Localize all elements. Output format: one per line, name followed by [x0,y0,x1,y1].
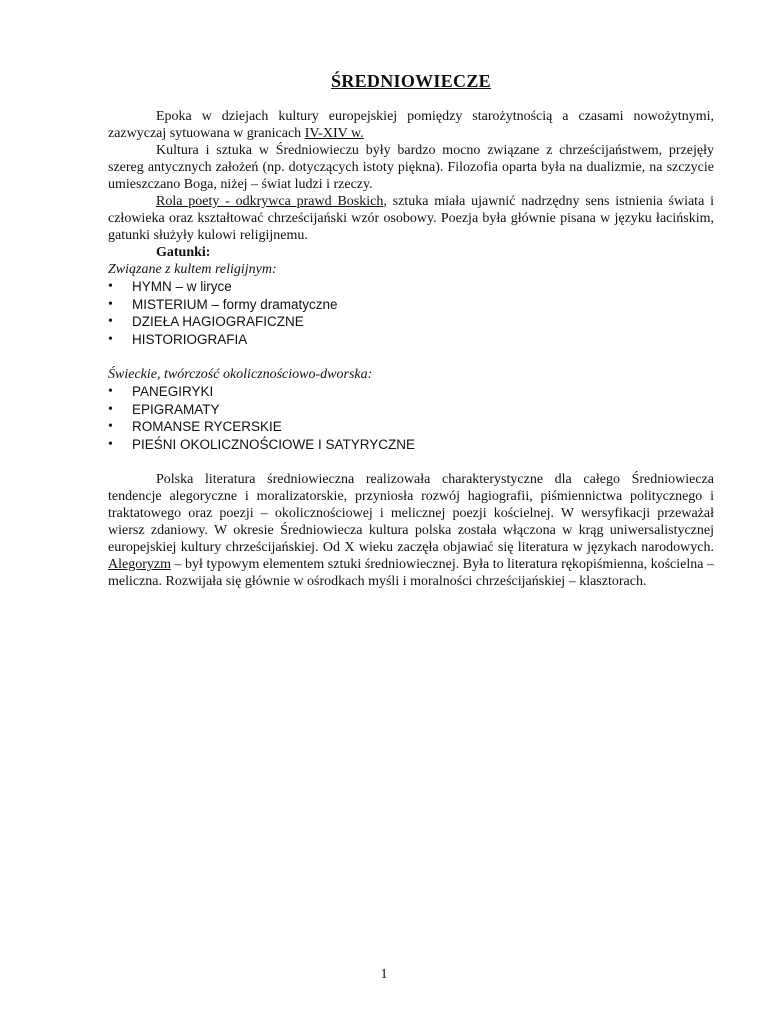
page-number: 1 [380,967,388,982]
poet-role-text: , sztuka miała ujawnić nadrzędny sens istnienia świata i człowieka oraz kształtować chrześcijański wzór osobowy. Poezja była głównie pisana w języku łacińskim, gatunki służyły kulowi religijnemu. [108,194,714,243]
list-item: • DZIEŁA HAGIOGRAFICZNE [108,313,714,331]
list-item: • EPIGRAMATY [108,401,714,419]
poet-role-heading: Rola poety - odkrywca prawd Boskich [156,194,384,209]
list-item: • HISTORIOGRAFIA [108,331,714,349]
religious-genres-list [108,278,714,349]
intro-text: Epoka w dziejach kultury europejskiej pomiędzy starożytnością a czasami nowożytnymi, zazwyczaj sytuowana w granicach [108,109,714,141]
allegorism-term: Alegoryzm [108,556,171,572]
page-content [108,70,714,590]
poet-role-paragraph [108,193,714,244]
list-item: • HYMN – w liryce [108,278,714,296]
summary-paragraph [108,471,714,590]
culture-paragraph: Kultura i sztuka w Średniowieczu były bardzo mocno związane z chrześcijaństwem, przejęły szereg antycznych założeń (np. dotyczących istoty piękna). Filozofia oparta była na dualizmie, na szczycie umieszczano Boga, niżej – świat ludzi i rzeczy. [108,143,714,192]
genres-heading: Gatunki: [156,245,211,260]
intro-paragraph [108,108,714,142]
religious-genres-label: Związane z kultem religijnym: [108,262,277,277]
summary-text-before: Polska literatura średniowieczna realizowała charakterystyczne dla całego Średniowiecza tendencje alegoryczne i moralizatorskie, przyniosła rozwój hagiografii, piśmiennictwa politycznego i traktatowego oraz poezji – okolicznościowej i melicznej poezji kościelnej. W wersyfikacji przeważał wiersz zdaniowy. W okresie Średniowiecza kultura polska została włączona w krąg uniwersalistycznej europejskiej kultury chrześcijańskiej. Od X wieku zaczęła objawiać się literatura w językach narodowych. [108,471,714,555]
secular-genres-list [108,383,714,454]
title-spacer [108,92,714,108]
list-item: • PANEGIRYKI [108,383,714,401]
summary-text-after: – był typowym elementem sztuki średniowiecznej. Była to literatura rękopiśmienna, kościelna – meliczna. Rozwijała się głównie w ośrodkach myśli i moralności chrześcijańskiej – klasztorach. [108,556,714,589]
spacer [108,454,714,471]
list-item: • ROMANSE RYCERSKIE [108,418,714,436]
secular-genres-label: Świeckie, twórczość okolicznościowo-dworska: [108,366,373,382]
period-range: IV-XIV w. [304,126,364,141]
list-item: • PIEŚNI OKOLICZNOŚCIOWE I SATYRYCZNE [108,436,714,454]
document-title: ŚREDNIOWIECZE [331,71,491,91]
spacer [108,349,714,366]
list-item: • MISTERIUM – formy dramatyczne [108,296,714,314]
